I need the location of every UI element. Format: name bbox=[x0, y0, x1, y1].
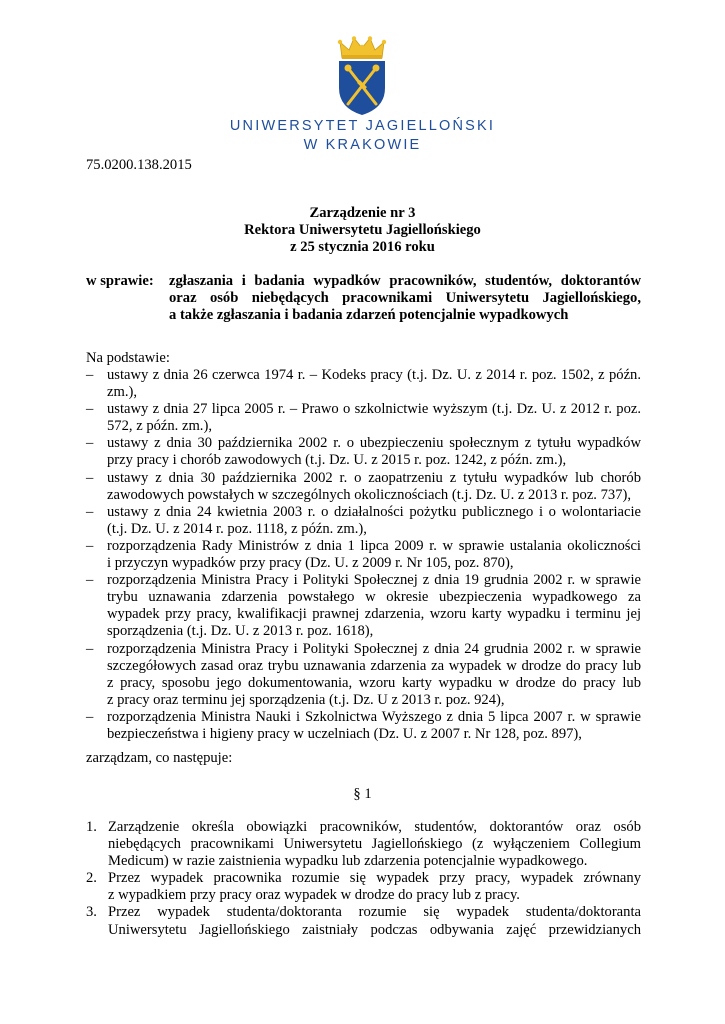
list-item-line: z pracy, sposobu jego dokumentowania, wzoru karty wypadku w drodze do pracy lub bbox=[107, 674, 641, 691]
university-crest-logo bbox=[336, 36, 388, 116]
university-city: W KRAKOWIE bbox=[303, 137, 422, 153]
list-item bbox=[86, 641, 641, 709]
document-title: Zarządzenie nr 3 bbox=[309, 205, 416, 221]
list-item-line: z pracy oraz terminu jej sporządzenia (t.j. Dz. U z 2013 r. poz. 924), bbox=[107, 691, 505, 708]
list-item-line: ustawy z dnia 24 kwietnia 2003 r. o działalności pożytku publicznego i o wolontariacie bbox=[107, 503, 641, 520]
list-item bbox=[86, 504, 641, 538]
list-item-line: Przez wypadek pracownika rozumie się wypadek przy pracy, wypadek zrównany bbox=[108, 870, 641, 887]
dash-bullet: – bbox=[86, 572, 94, 589]
list-item-line: rozporządzenia Ministra Nauki i Szkolnictwa Wyższego z dnia 5 lipca 2007 r. w sprawie bbox=[107, 708, 641, 725]
list-item-line: (t.j. Dz. U. z 2014 r. poz. 1118, z późn. zm.), bbox=[107, 520, 367, 537]
list-item bbox=[86, 401, 641, 435]
list-item-line: bezpieczeństwa i higieny pracy w uczelniach (Dz. U. z 2007 r. Nr 128, poz. 897), bbox=[107, 725, 582, 742]
list-item bbox=[86, 709, 641, 743]
subject-line: oraz osób niebędących pracownikami Uniwersytetu Jagiellońskiego, bbox=[169, 290, 641, 306]
item-number: 1. bbox=[86, 819, 97, 835]
document-issuer: Rektora Uniwersytetu Jagiellońskiego bbox=[244, 222, 481, 238]
list-item bbox=[86, 572, 641, 640]
subject-label: w sprawie: bbox=[86, 273, 154, 289]
section-1-list bbox=[86, 819, 641, 939]
list-item bbox=[86, 538, 641, 572]
list-item bbox=[86, 870, 641, 904]
list-item-line: przy pracy i chorób zawodowych (t.j. Dz. U. z 2015 r. poz. 1242, z późn. zm.), bbox=[107, 452, 567, 469]
section-heading: § 1 bbox=[353, 786, 372, 802]
list-item-line: zm.), bbox=[107, 384, 137, 401]
legal-basis-heading: Na podstawie: bbox=[86, 350, 170, 366]
list-item-line: rozporządzenia Ministra Pracy i Polityki Społecznej z dnia 19 grudnia 2002 r. w sprawie bbox=[107, 572, 641, 589]
list-item-line: zawodowych powstałych w szczególnych okolicznościach (t.j. Dz. U. z 2013 r. poz. 737), bbox=[107, 486, 632, 503]
list-item-line: sporządzenia (t.j. Dz. U. z 2013 r. poz. 1618), bbox=[107, 623, 374, 640]
list-item bbox=[86, 819, 641, 870]
list-item-line: ustawy z dnia 27 lipca 2005 r. – Prawo o szkolnictwie wyższym (t.j. Dz. U. z 2012 r. poz. bbox=[107, 401, 641, 418]
dash-bullet: – bbox=[86, 503, 94, 520]
list-item bbox=[86, 470, 641, 504]
list-item-line: ustawy z dnia 30 października 2002 r. o ubezpieczeniu społecznym z tytułu wypadków bbox=[107, 435, 641, 452]
list-item-line: rozporządzenia Ministra Pracy i Polityki Społecznej z dnia 24 grudnia 2002 r. w sprawie bbox=[107, 640, 641, 657]
list-item-line: Uniwersytetu Jagiellońskiego zaistniały podczas odbywania zajęć przewidzianych bbox=[108, 921, 641, 938]
list-item-line: i przyczyn wypadków przy pracy (Dz. U. z 2009 r. Nr 105, poz. 870), bbox=[107, 555, 514, 572]
subject-line: zgłaszania i badania wypadków pracowników, studentów, doktorantów bbox=[169, 273, 641, 289]
list-item-line: wypadek przy pracy, kwalifikacji prawnej zdarzenia, wzoru karty wypadku i terminu jej bbox=[107, 606, 641, 623]
university-name: UNIWERSYTET JAGIELLOŃSKI bbox=[229, 118, 496, 134]
list-item-line: rozporządzenia Rady Ministrów z dnia 1 lipca 2009 r. w sprawie ustalania okoliczności bbox=[107, 537, 641, 554]
list-item-line: ustawy z dnia 26 czerwca 1974 r. – Kodeks pracy (t.j. Dz. U. z 2014 r. poz. 1502, z późn. bbox=[107, 367, 641, 383]
list-item-line: Medicum) w razie zaistnienia wypadku lub zdarzenia potencjalnie wypadkowego. bbox=[108, 853, 588, 870]
item-number: 3. bbox=[86, 904, 97, 921]
dash-bullet: – bbox=[86, 640, 94, 657]
item-number: 2. bbox=[86, 870, 97, 887]
list-item-line: Zarządzenie określa obowiązki pracowników, studentów, doktorantów oraz osób bbox=[108, 819, 641, 835]
list-item-line: szczegółowych zasad oraz trybu uznawania zdarzenia za wypadek w drodze do pracy lub bbox=[107, 657, 641, 674]
list-item-line: z wypadkiem przy pracy oraz wypadek w drodze do pracy lub z pracy. bbox=[108, 887, 520, 904]
subject-line: a także zgłaszania i badania zdarzeń potencjalnie wypadkowych bbox=[169, 307, 569, 323]
ordering-clause: zarządzam, co następuje: bbox=[86, 750, 233, 766]
list-item-line: trybu uznawania zdarzenia powstałego w okresie ubezpieczenia wypadkowego za bbox=[107, 589, 641, 606]
list-item-line: Przez wypadek studenta/doktoranta rozumie się wypadek studenta/doktoranta bbox=[108, 904, 641, 921]
list-item-line: 572, z późn. zm.), bbox=[107, 418, 212, 435]
list-item bbox=[86, 904, 641, 938]
dash-bullet: – bbox=[86, 469, 94, 486]
list-item bbox=[86, 435, 641, 469]
dash-bullet: – bbox=[86, 435, 94, 452]
legal-basis-list bbox=[86, 367, 641, 743]
dash-bullet: – bbox=[86, 367, 94, 383]
dash-bullet: – bbox=[86, 401, 94, 418]
reference-number: 75.0200.138.2015 bbox=[86, 157, 192, 173]
list-item bbox=[86, 367, 641, 401]
document-date: z 25 stycznia 2016 roku bbox=[290, 239, 435, 255]
dash-bullet: – bbox=[86, 708, 94, 725]
dash-bullet: – bbox=[86, 537, 94, 554]
list-item-line: ustawy z dnia 30 października 2002 r. o zaopatrzeniu z tytułu wypadków lub chorób bbox=[107, 469, 641, 486]
list-item-line: niebędących pracownikami Uniwersytetu Jagiellońskiego (z wyłączeniem Collegium bbox=[108, 836, 641, 853]
subject-text bbox=[169, 273, 641, 324]
crown-icon bbox=[338, 36, 386, 59]
